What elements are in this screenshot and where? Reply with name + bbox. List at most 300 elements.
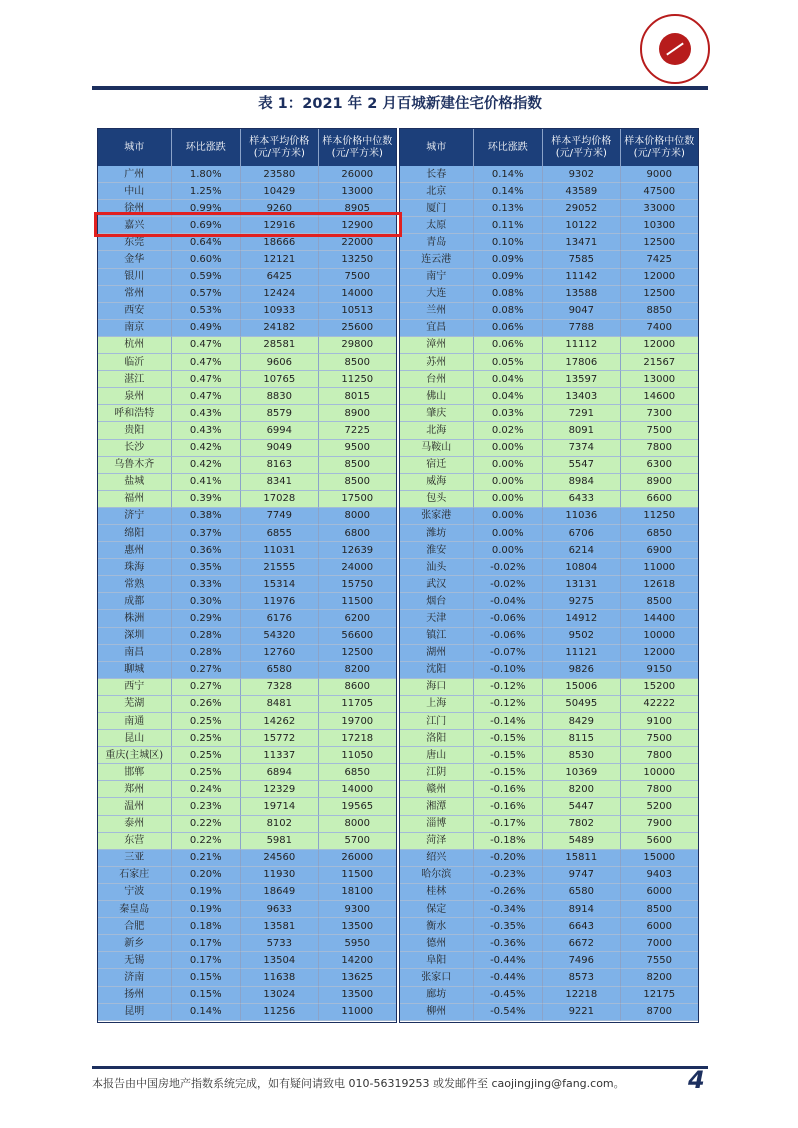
cell-city: 昆山	[98, 730, 172, 747]
cell-mom: 0.11%	[474, 217, 544, 234]
cell-city: 湖州	[400, 645, 474, 662]
table-row	[400, 747, 698, 764]
cell-avg-price: 8102	[241, 816, 318, 833]
table-row	[98, 798, 396, 815]
cell-mom: 0.37%	[172, 525, 242, 542]
cell-mom: -0.15%	[474, 747, 544, 764]
cell-mom: 0.39%	[172, 491, 242, 508]
cell-avg-price: 11112	[543, 337, 620, 354]
cell-city: 柳州	[400, 1004, 474, 1021]
cell-city: 杭州	[98, 337, 172, 354]
cell-mom: 0.04%	[474, 388, 544, 405]
cell-median-price: 8500	[621, 593, 698, 610]
cell-avg-price: 9606	[241, 354, 318, 371]
cell-avg-price: 13581	[241, 918, 318, 935]
cell-median-price: 6000	[621, 918, 698, 935]
cell-city: 新乡	[98, 935, 172, 952]
cell-city: 合肥	[98, 918, 172, 935]
cell-avg-price: 6706	[543, 525, 620, 542]
table-row	[400, 354, 698, 371]
cell-avg-price: 7328	[241, 679, 318, 696]
cell-city: 北京	[400, 183, 474, 200]
cell-median-price: 24000	[319, 559, 396, 576]
table-row	[98, 662, 396, 679]
cell-median-price: 9300	[319, 901, 396, 918]
cell-avg-price: 13597	[543, 371, 620, 388]
table-row	[98, 884, 396, 901]
cell-median-price: 7800	[621, 440, 698, 457]
cell-city: 呼和浩特	[98, 405, 172, 422]
cell-city: 连云港	[400, 251, 474, 268]
cell-mom: -0.36%	[474, 935, 544, 952]
cell-mom: 0.42%	[172, 440, 242, 457]
cell-median-price: 11250	[621, 508, 698, 525]
table-row	[98, 593, 396, 610]
cell-median-price: 10513	[319, 303, 396, 320]
table-row	[400, 850, 698, 867]
cell-mom: 0.59%	[172, 269, 242, 286]
table-row	[98, 969, 396, 986]
cell-avg-price: 8984	[543, 474, 620, 491]
cell-mom: 0.20%	[172, 867, 242, 884]
header-median: 样本价格中位数 (元/平方米)	[624, 135, 695, 159]
table-title: 表 1：2021 年 2 月百城新建住宅价格指数	[258, 96, 542, 112]
cell-median-price: 18100	[319, 884, 396, 901]
cell-mom: 0.38%	[172, 508, 242, 525]
cell-avg-price: 13403	[543, 388, 620, 405]
cell-mom: 0.21%	[172, 850, 242, 867]
cell-mom: 0.15%	[172, 987, 242, 1004]
cell-avg-price: 6855	[241, 525, 318, 542]
table-row	[98, 405, 396, 422]
table-row	[98, 320, 396, 337]
cell-city: 邯郸	[98, 764, 172, 781]
table-row	[400, 798, 698, 815]
cell-city: 肇庆	[400, 405, 474, 422]
table-row	[400, 935, 698, 952]
cell-median-price: 19700	[319, 713, 396, 730]
cell-median-price: 8900	[621, 474, 698, 491]
cell-mom: -0.44%	[474, 969, 544, 986]
cell-median-price: 5600	[621, 833, 698, 850]
header-mom: 环比涨跌	[172, 129, 242, 166]
cell-avg-price: 5547	[543, 457, 620, 474]
cell-city: 廊坊	[400, 987, 474, 1004]
cell-median-price: 8500	[621, 901, 698, 918]
table-row	[98, 388, 396, 405]
cell-median-price: 8200	[621, 969, 698, 986]
cell-median-price: 8000	[319, 508, 396, 525]
cell-avg-price: 10122	[543, 217, 620, 234]
cell-avg-price: 6672	[543, 935, 620, 952]
cell-mom: 0.22%	[172, 816, 242, 833]
table-row	[98, 610, 396, 627]
cell-city: 广州	[98, 166, 172, 183]
cell-median-price: 12000	[621, 645, 698, 662]
cell-city: 乌鲁木齐	[98, 457, 172, 474]
cell-city: 昆明	[98, 1004, 172, 1021]
table-row	[98, 713, 396, 730]
cell-median-price: 9403	[621, 867, 698, 884]
table-row	[98, 183, 396, 200]
cell-mom: -0.04%	[474, 593, 544, 610]
table-row	[98, 491, 396, 508]
cell-mom: 0.47%	[172, 337, 242, 354]
cell-mom: 0.25%	[172, 713, 242, 730]
logo-emblem-icon	[659, 33, 691, 65]
cell-city: 宿迁	[400, 457, 474, 474]
cell-mom: 0.28%	[172, 628, 242, 645]
cell-mom: 0.14%	[474, 183, 544, 200]
cell-avg-price: 9633	[241, 901, 318, 918]
cell-mom: -0.12%	[474, 679, 544, 696]
cell-avg-price: 13471	[543, 234, 620, 251]
cell-median-price: 12618	[621, 576, 698, 593]
table-row	[400, 1004, 698, 1021]
table-row	[98, 422, 396, 439]
china-index-academy-logo	[640, 14, 710, 84]
cell-mom: -0.06%	[474, 610, 544, 627]
cell-median-price: 15000	[621, 850, 698, 867]
cell-median-price: 13625	[319, 969, 396, 986]
cell-city: 上海	[400, 696, 474, 713]
cell-median-price: 6850	[319, 764, 396, 781]
table-row	[400, 303, 698, 320]
cell-mom: -0.45%	[474, 987, 544, 1004]
cell-city: 株洲	[98, 610, 172, 627]
cell-mom: 0.18%	[172, 918, 242, 935]
cell-mom: 0.24%	[172, 781, 242, 798]
table-row	[98, 987, 396, 1004]
table-row	[400, 251, 698, 268]
cell-mom: 0.25%	[172, 730, 242, 747]
table-row	[400, 320, 698, 337]
cell-avg-price: 13024	[241, 987, 318, 1004]
cell-mom: -0.15%	[474, 730, 544, 747]
cell-median-price: 9000	[621, 166, 698, 183]
cell-median-price: 9500	[319, 440, 396, 457]
cell-city: 重庆(主城区)	[98, 747, 172, 764]
cell-avg-price: 9502	[543, 628, 620, 645]
cell-mom: -0.20%	[474, 850, 544, 867]
cell-city: 长沙	[98, 440, 172, 457]
table-right-half	[399, 128, 699, 1023]
table-row	[98, 251, 396, 268]
cell-median-price: 8015	[319, 388, 396, 405]
cell-median-price: 11500	[319, 867, 396, 884]
table-row	[400, 867, 698, 884]
cell-city: 南京	[98, 320, 172, 337]
table-row	[98, 833, 396, 850]
cell-avg-price: 8830	[241, 388, 318, 405]
cell-avg-price: 54320	[241, 628, 318, 645]
cell-median-price: 11500	[319, 593, 396, 610]
cell-mom: 0.00%	[474, 474, 544, 491]
cell-mom: -0.02%	[474, 576, 544, 593]
table-row	[98, 474, 396, 491]
cell-median-price: 7900	[621, 816, 698, 833]
cell-avg-price: 8530	[543, 747, 620, 764]
cell-avg-price: 14912	[543, 610, 620, 627]
footer-rule	[92, 1066, 708, 1069]
cell-city: 西安	[98, 303, 172, 320]
table-row	[400, 542, 698, 559]
table-row	[98, 525, 396, 542]
cell-mom: 0.00%	[474, 508, 544, 525]
cell-median-price: 56600	[319, 628, 396, 645]
cell-avg-price: 7374	[543, 440, 620, 457]
cell-mom: 0.53%	[172, 303, 242, 320]
cell-mom: 0.08%	[474, 303, 544, 320]
cell-city: 南通	[98, 713, 172, 730]
table-row	[400, 816, 698, 833]
table-header	[98, 129, 396, 166]
cell-mom: 0.19%	[172, 884, 242, 901]
cell-mom: 0.10%	[474, 234, 544, 251]
cell-city: 青岛	[400, 234, 474, 251]
cell-city: 苏州	[400, 354, 474, 371]
cell-city: 武汉	[400, 576, 474, 593]
cell-mom: 0.29%	[172, 610, 242, 627]
cell-city: 盐城	[98, 474, 172, 491]
table-row	[400, 491, 698, 508]
table-row	[400, 764, 698, 781]
cell-avg-price: 29052	[543, 200, 620, 217]
cell-city: 德州	[400, 935, 474, 952]
table-row	[98, 781, 396, 798]
cell-median-price: 9150	[621, 662, 698, 679]
cell-avg-price: 9260	[241, 200, 318, 217]
cell-city: 无锡	[98, 952, 172, 969]
cell-city: 菏泽	[400, 833, 474, 850]
cell-avg-price: 7291	[543, 405, 620, 422]
table-body-right	[400, 166, 698, 1021]
cell-city: 贵阳	[98, 422, 172, 439]
cell-mom: -0.14%	[474, 713, 544, 730]
table-row	[400, 183, 698, 200]
table-row	[98, 440, 396, 457]
cell-median-price: 17500	[319, 491, 396, 508]
cell-avg-price: 9747	[543, 867, 620, 884]
cell-mom: -0.17%	[474, 816, 544, 833]
cell-city: 威海	[400, 474, 474, 491]
cell-mom: 0.15%	[172, 969, 242, 986]
cell-city: 宜昌	[400, 320, 474, 337]
cell-median-price: 7300	[621, 405, 698, 422]
cell-avg-price: 24560	[241, 850, 318, 867]
cell-city: 秦皇岛	[98, 901, 172, 918]
cell-median-price: 6200	[319, 610, 396, 627]
cell-median-price: 33000	[621, 200, 698, 217]
cell-mom: -0.12%	[474, 696, 544, 713]
cell-city: 常熟	[98, 576, 172, 593]
cell-city: 江阴	[400, 764, 474, 781]
table-row	[400, 833, 698, 850]
table-row	[98, 166, 396, 183]
cell-city: 赣州	[400, 781, 474, 798]
cell-median-price: 17218	[319, 730, 396, 747]
cell-median-price: 14000	[319, 781, 396, 798]
cell-city: 淮安	[400, 542, 474, 559]
cell-median-price: 8850	[621, 303, 698, 320]
table-row	[98, 354, 396, 371]
cell-median-price: 10300	[621, 217, 698, 234]
cell-avg-price: 18666	[241, 234, 318, 251]
header-city: 城市	[98, 129, 172, 166]
cell-avg-price: 10804	[543, 559, 620, 576]
cell-mom: 0.13%	[474, 200, 544, 217]
cell-avg-price: 5489	[543, 833, 620, 850]
cell-mom: 0.00%	[474, 440, 544, 457]
cell-mom: 0.06%	[474, 320, 544, 337]
cell-median-price: 15750	[319, 576, 396, 593]
cell-mom: -0.18%	[474, 833, 544, 850]
cell-city: 济宁	[98, 508, 172, 525]
cell-median-price: 6300	[621, 457, 698, 474]
table-row	[400, 662, 698, 679]
cell-median-price: 6850	[621, 525, 698, 542]
table-row	[400, 559, 698, 576]
table-row	[400, 969, 698, 986]
cell-city: 南宁	[400, 269, 474, 286]
cell-median-price: 42222	[621, 696, 698, 713]
cell-median-price: 7500	[621, 730, 698, 747]
cell-avg-price: 50495	[543, 696, 620, 713]
cell-avg-price: 15811	[543, 850, 620, 867]
cell-median-price: 21567	[621, 354, 698, 371]
cell-median-price: 12000	[621, 269, 698, 286]
cell-avg-price: 11638	[241, 969, 318, 986]
cell-city: 西宁	[98, 679, 172, 696]
cell-mom: 0.57%	[172, 286, 242, 303]
cell-avg-price: 28581	[241, 337, 318, 354]
cell-median-price: 19565	[319, 798, 396, 815]
cell-mom: 0.60%	[172, 251, 242, 268]
cell-mom: 0.27%	[172, 679, 242, 696]
table-row	[400, 679, 698, 696]
cell-avg-price: 12424	[241, 286, 318, 303]
cell-avg-price: 6994	[241, 422, 318, 439]
cell-median-price: 8500	[319, 457, 396, 474]
cell-city: 淄博	[400, 816, 474, 833]
cell-mom: -0.06%	[474, 628, 544, 645]
cell-city: 天津	[400, 610, 474, 627]
cell-avg-price: 6433	[543, 491, 620, 508]
cell-mom: 0.14%	[474, 166, 544, 183]
cell-city: 济南	[98, 969, 172, 986]
cell-city: 温州	[98, 798, 172, 815]
cell-mom: 1.80%	[172, 166, 242, 183]
cell-avg-price: 10369	[543, 764, 620, 781]
cell-mom: -0.10%	[474, 662, 544, 679]
cell-median-price: 6800	[319, 525, 396, 542]
cell-city: 阜阳	[400, 952, 474, 969]
cell-avg-price: 11976	[241, 593, 318, 610]
cell-city: 漳州	[400, 337, 474, 354]
cell-mom: 0.49%	[172, 320, 242, 337]
cell-mom: 0.05%	[474, 354, 544, 371]
cell-median-price: 13250	[319, 251, 396, 268]
cell-mom: 0.99%	[172, 200, 242, 217]
table-row	[400, 576, 698, 593]
table-row	[400, 628, 698, 645]
cell-mom: 0.00%	[474, 542, 544, 559]
cell-avg-price: 7749	[241, 508, 318, 525]
table-row	[400, 645, 698, 662]
cell-median-price: 7425	[621, 251, 698, 268]
table-row	[98, 645, 396, 662]
cell-city: 东莞	[98, 234, 172, 251]
cell-median-price: 7500	[319, 269, 396, 286]
header-median: 样本价格中位数 (元/平方米)	[322, 135, 393, 159]
cell-avg-price: 9826	[543, 662, 620, 679]
cell-median-price: 22000	[319, 234, 396, 251]
table-row	[98, 303, 396, 320]
cell-avg-price: 12121	[241, 251, 318, 268]
table-row	[98, 901, 396, 918]
cell-city: 惠州	[98, 542, 172, 559]
cell-median-price: 14200	[319, 952, 396, 969]
table-row	[400, 781, 698, 798]
cell-median-price: 14400	[621, 610, 698, 627]
cell-city: 临沂	[98, 354, 172, 371]
cell-avg-price: 9275	[543, 593, 620, 610]
table-row	[400, 730, 698, 747]
cell-mom: 0.30%	[172, 593, 242, 610]
cell-avg-price: 11031	[241, 542, 318, 559]
cell-median-price: 8500	[319, 474, 396, 491]
table-row	[98, 337, 396, 354]
cell-avg-price: 10765	[241, 371, 318, 388]
cell-mom: 0.33%	[172, 576, 242, 593]
cell-avg-price: 23580	[241, 166, 318, 183]
cell-median-price: 26000	[319, 850, 396, 867]
price-index-table	[97, 128, 699, 1023]
cell-mom: 0.14%	[172, 1004, 242, 1021]
cell-avg-price: 8115	[543, 730, 620, 747]
cell-median-price: 13500	[319, 918, 396, 935]
cell-median-price: 11705	[319, 696, 396, 713]
cell-mom: 0.02%	[474, 422, 544, 439]
cell-median-price: 14600	[621, 388, 698, 405]
cell-median-price: 7500	[621, 422, 698, 439]
cell-city: 嘉兴	[98, 217, 172, 234]
cell-median-price: 25600	[319, 320, 396, 337]
cell-city: 绵阳	[98, 525, 172, 542]
cell-median-price: 7225	[319, 422, 396, 439]
cell-median-price: 13000	[621, 371, 698, 388]
cell-avg-price: 9047	[543, 303, 620, 320]
table-row	[400, 200, 698, 217]
cell-avg-price: 13504	[241, 952, 318, 969]
table-row	[400, 474, 698, 491]
table-row	[400, 286, 698, 303]
cell-mom: 0.41%	[172, 474, 242, 491]
table-row	[98, 696, 396, 713]
cell-avg-price: 12916	[241, 217, 318, 234]
cell-mom: 0.00%	[474, 525, 544, 542]
cell-avg-price: 9049	[241, 440, 318, 457]
cell-mom: -0.54%	[474, 1004, 544, 1021]
table-row	[400, 269, 698, 286]
cell-median-price: 5700	[319, 833, 396, 850]
cell-mom: 0.25%	[172, 747, 242, 764]
cell-avg-price: 11337	[241, 747, 318, 764]
cell-median-price: 7550	[621, 952, 698, 969]
cell-mom: 0.00%	[474, 457, 544, 474]
cell-median-price: 6000	[621, 884, 698, 901]
table-row	[98, 628, 396, 645]
